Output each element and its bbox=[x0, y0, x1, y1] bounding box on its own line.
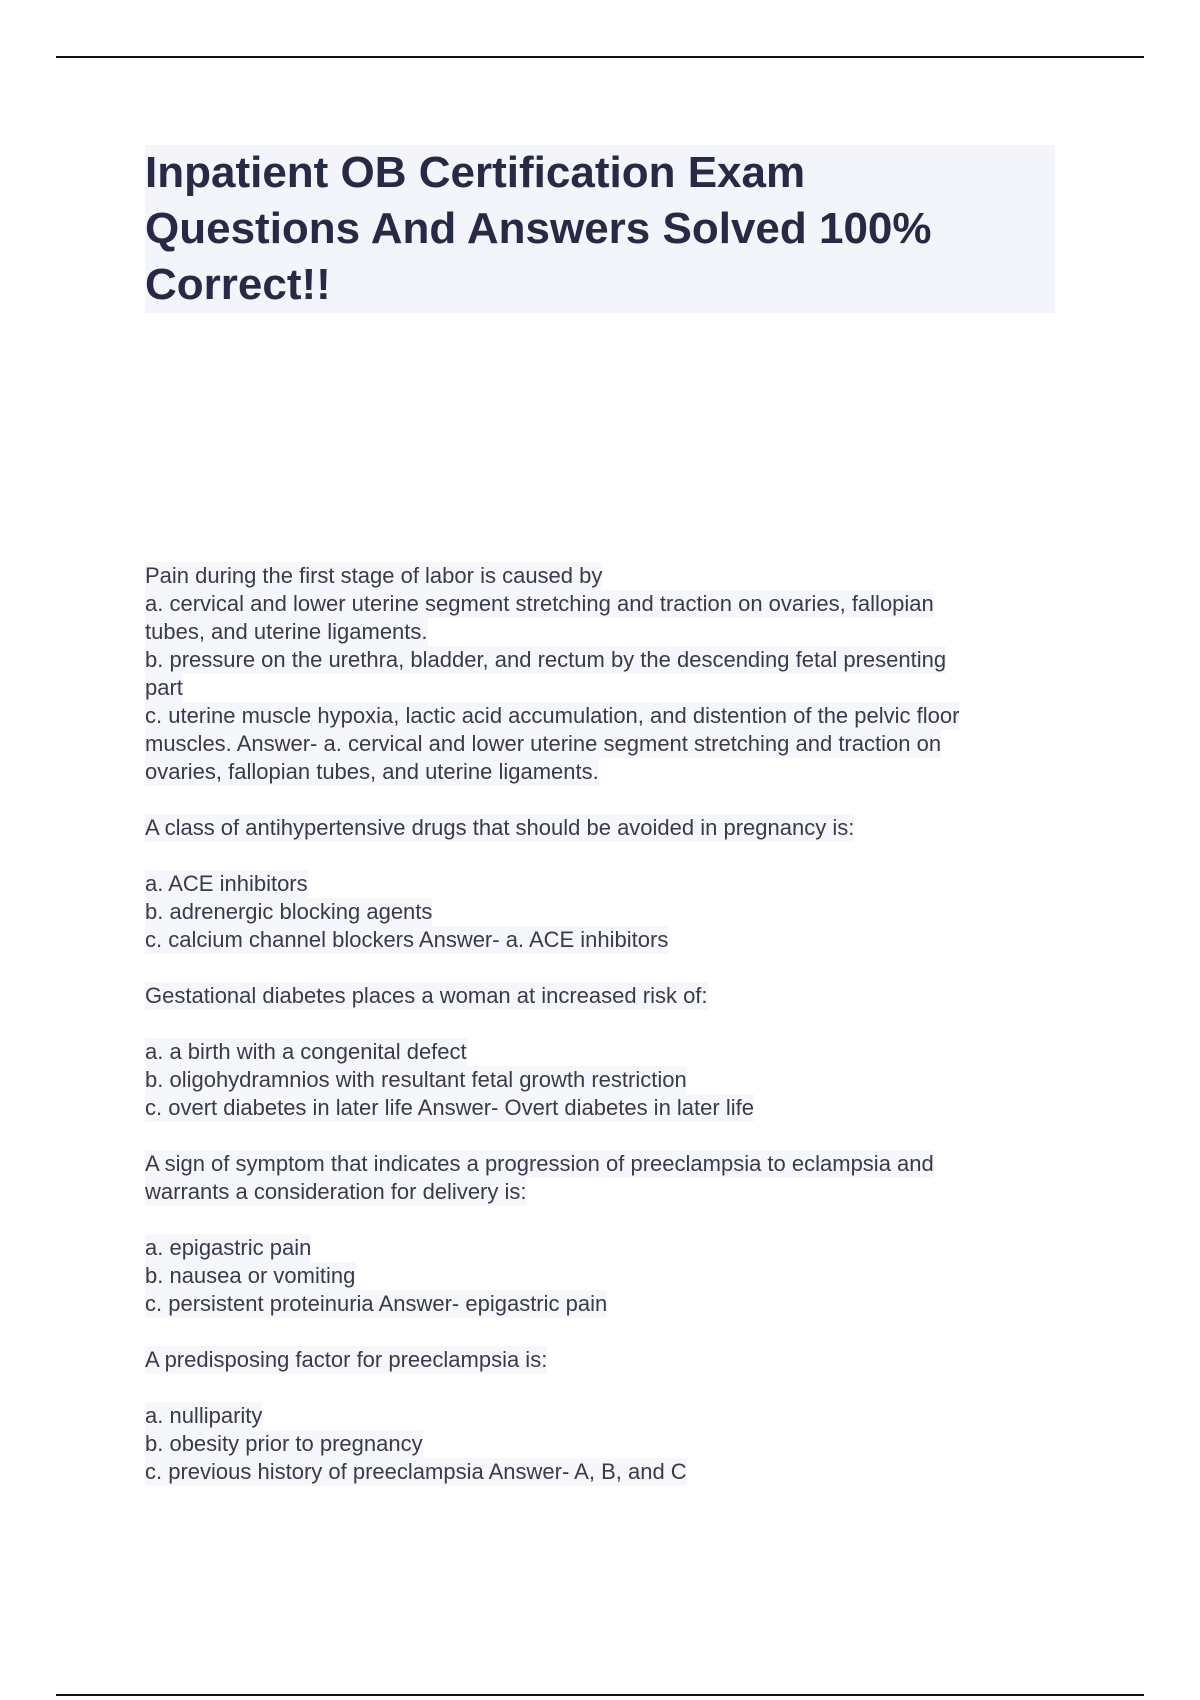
title-line: Questions And Answers Solved 100% bbox=[145, 204, 932, 253]
spacer bbox=[145, 1010, 1060, 1038]
question-text-cont: warrants a consideration for delivery is: bbox=[145, 1179, 527, 1204]
question-text: Pain during the first stage of labor is caused by bbox=[145, 563, 603, 588]
spacer bbox=[145, 842, 1060, 870]
answer-cont: ovaries, fallopian tubes, and uterine ligaments. bbox=[145, 759, 599, 784]
option-a: a. ACE inhibitors bbox=[145, 871, 308, 896]
title-block bbox=[145, 145, 1055, 313]
question-text: A sign of symptom that indicates a progression of preeclampsia to eclampsia and bbox=[145, 1151, 934, 1176]
qa-item-5 bbox=[145, 1346, 1060, 1486]
option-c-answer: c. calcium channel blockers Answer- a. ACE inhibitors bbox=[145, 927, 669, 952]
option-b-cont: part bbox=[145, 675, 183, 700]
option-b: b. pressure on the urethra, bladder, and rectum by the descending fetal presenting bbox=[145, 647, 947, 672]
spacer bbox=[145, 1206, 1060, 1234]
option-a: a. a birth with a congenital defect bbox=[145, 1039, 467, 1064]
option-b: b. adrenergic blocking agents bbox=[145, 899, 433, 924]
option-a: a. nulliparity bbox=[145, 1403, 263, 1428]
qa-item-4 bbox=[145, 1150, 1060, 1318]
qa-item-1 bbox=[145, 562, 1060, 786]
option-c-answer: c. persistent proteinuria Answer- epigastric pain bbox=[145, 1291, 608, 1316]
qa-item-2 bbox=[145, 814, 1060, 954]
option-c-answer: muscles. Answer- a. cervical and lower uterine segment stretching and traction on bbox=[145, 731, 942, 756]
title-line: Correct!! bbox=[145, 260, 331, 309]
option-a: a. cervical and lower uterine segment stretching and traction on ovaries, fallopian bbox=[145, 591, 934, 616]
option-b: b. oligohydramnios with resultant fetal growth restriction bbox=[145, 1067, 687, 1092]
document-title bbox=[145, 145, 1055, 313]
option-b: b. nausea or vomiting bbox=[145, 1263, 356, 1288]
bottom-divider bbox=[56, 1694, 1144, 1696]
question-text: A predisposing factor for preeclampsia is: bbox=[145, 1347, 548, 1372]
option-c-answer: c. previous history of preeclampsia Answer- A, B, and C bbox=[145, 1459, 687, 1484]
spacer bbox=[145, 1374, 1060, 1402]
option-a-cont: tubes, and uterine ligaments. bbox=[145, 619, 428, 644]
qa-content bbox=[145, 562, 1060, 1514]
qa-item-3 bbox=[145, 982, 1060, 1122]
top-divider bbox=[56, 56, 1144, 58]
question-text: A class of antihypertensive drugs that should be avoided in pregnancy is: bbox=[145, 815, 855, 840]
option-c-answer: c. overt diabetes in later life Answer- Overt diabetes in later life bbox=[145, 1095, 754, 1120]
question-text: Gestational diabetes places a woman at increased risk of: bbox=[145, 983, 708, 1008]
option-c: c. uterine muscle hypoxia, lactic acid accumulation, and distention of the pelvic floor bbox=[145, 703, 960, 728]
option-a: a. epigastric pain bbox=[145, 1235, 312, 1260]
title-line: Inpatient OB Certification Exam bbox=[145, 148, 806, 197]
option-b: b. obesity prior to pregnancy bbox=[145, 1431, 423, 1456]
